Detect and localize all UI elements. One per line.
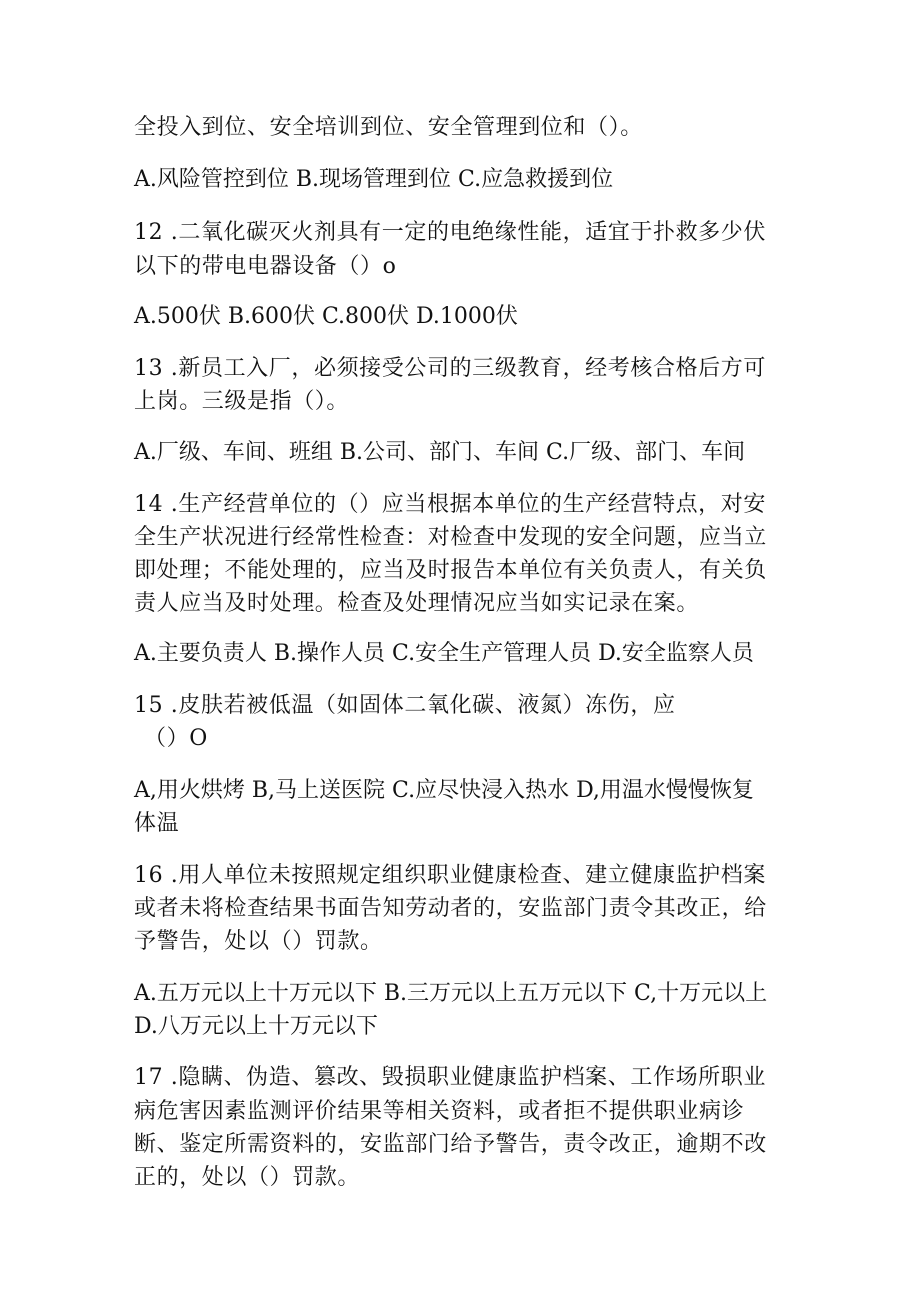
q12-stem-line-1: 12 .二氧化碳灭火剂具有一定的电绝缘性能，适宜于扑救多少伏: [134, 220, 766, 245]
q14-stem-line-3: 即处理；不能处理的，应当及时报告本单位有关负责人，有关负: [134, 558, 767, 583]
q16-stem-line-2: 或者未将检查结果书面告知劳动者的，安监部门责令其改正，给: [134, 896, 767, 921]
q16-stem-line-1: 16 .用人单位未按照规定组织职业健康检查、建立健康监护档案: [134, 863, 766, 888]
q17-stem-line-3: 断、鉴定所需资料的，安监部门给予警告，责令改正，逾期不改: [134, 1132, 767, 1157]
q12-stem-line-2: 以下的带电电器设备（）o: [134, 254, 397, 279]
q11-continuation-line: 全投入到位、安全培训到位、安全管理到位和（）。: [134, 115, 643, 140]
q16-options-line-1: A.五万元以上十万元以下 B.三万元以上五万元以下 C,十万元以上: [134, 981, 768, 1006]
q16-options-line-2: D.八万元以上十万元以下: [134, 1014, 378, 1039]
q15-options-line-2: 体温: [134, 811, 180, 836]
q13-stem-line-2: 上岗。三级是指（）。: [134, 389, 350, 414]
q14-options: A.主要负责人 B.操作人员 C.安全生产管理人员 D.安全监察人员: [134, 641, 754, 666]
q13-stem-line-1: 13 .新员工入厂，必须接受公司的三级教育，经考核合格后方可: [134, 356, 766, 381]
q15-stem-line-1: 15 .皮肤若被低温（如固体二氧化碳、液氮）冻伤，应: [134, 693, 676, 718]
q17-stem-line-1: 17 .隐瞒、伪造、篡改、毁损职业健康监护档案、工作场所职业: [134, 1065, 766, 1090]
q12-options: A.500伏 B.600伏 C.800伏 D.1000伏: [134, 304, 518, 329]
q17-stem-line-2: 病危害因素监测评价结果等相关资料，或者拒不提供职业病诊: [134, 1099, 745, 1124]
q13-options: A.厂级、车间、班组 B.公司、部门、车间 C.厂级、部门、车间: [134, 440, 746, 465]
q15-stem-line-2: （）O: [144, 726, 208, 751]
q14-stem-line-2: 全生产状况进行经常性检查：对检查中发现的安全问题，应当立: [134, 525, 767, 550]
q17-stem-line-4: 正的，处以（）罚款。: [134, 1165, 361, 1190]
q11-options: A.风险管控到位 B.现场管理到位 C.应急救援到位: [134, 167, 614, 192]
q16-stem-line-3: 予警告，处以（）罚款。: [134, 929, 383, 954]
q14-stem-line-4: 责人应当及时处理。检查及处理情况应当如实记录在案。: [134, 591, 700, 616]
q15-options-line-1: A,用火烘烤 B,马上送医院 C.应尽快浸入热水 D,用温水慢慢恢复: [134, 778, 754, 803]
q14-stem-line-1: 14 .生产经营单位的（）应当根据本单位的生产经营特点，对安: [134, 492, 766, 517]
